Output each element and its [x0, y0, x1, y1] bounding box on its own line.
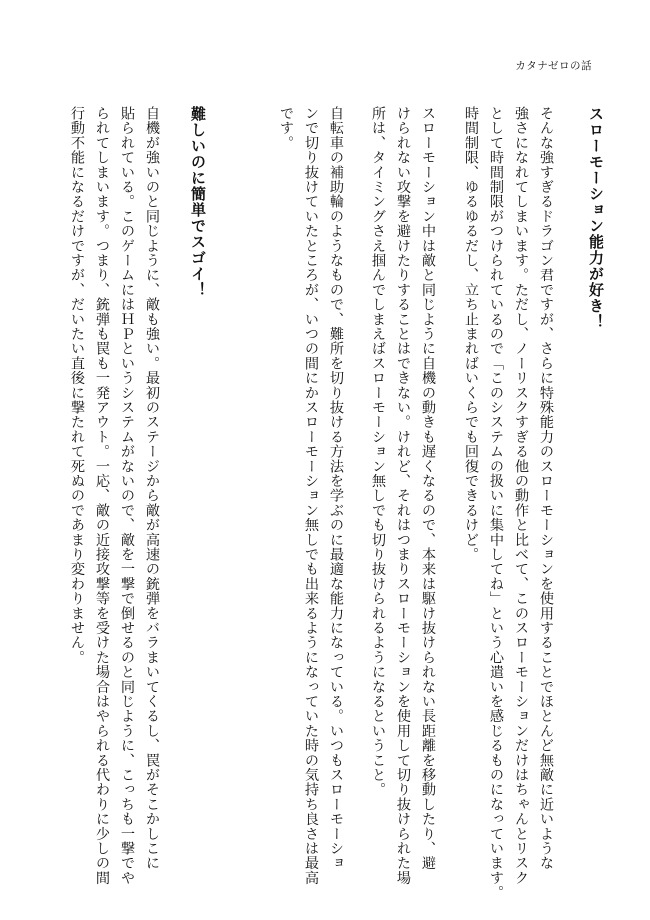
text-line: 時間制限、ゆるゆるだし、立ち止まればいくらでも回復できるけど。	[463, 106, 479, 562]
text-line: けられない攻撃を避けたりすることはできない。けれど、それはつまりスローモーションを使用して切り抜けられた場	[395, 106, 411, 886]
text-line: 貼られている。このゲームにはＨＰというシステムがないので、敵を一撃で倒せるのと同じように、こっちも一撃でや	[119, 106, 135, 886]
text-line: 強さになれてしまいます。ただし、ノーリスクすぎる他の動作と比べて、このスローモーションだけはちゃんとリスク	[513, 106, 529, 886]
section-heading-difficulty: 難しいのに簡単でスゴイ！	[189, 106, 207, 298]
text-line: として時間制限がつけられているので「このシステムの扱いに集中してね」という心遣いを感じるものになっています。	[488, 106, 504, 900]
text-line: そんな強すぎるドラゴン君ですが、さらに特殊能力のスローモーションを使用することでほとんど無敵に近いような	[538, 106, 554, 871]
text-line: 自転車の補助輪のようなもので、難所を切り抜ける方法を学ぶのに最適な能力になっている。いつもスローモーショ	[328, 106, 344, 871]
running-title: カタナゼロの話	[515, 60, 592, 72]
text-line: られてしまいます。つまり、銃弾も罠も一発アウト。一応、敵の近接攻撃等を受けた場合はやられる代わりに少しの間	[94, 106, 110, 886]
text-line: です。	[278, 106, 294, 151]
text-line: 所は、タイミングさえ掴んでしまえばスローモーション無しでも切り抜けられるようになるということ。	[370, 106, 386, 797]
paragraph	[273, 106, 348, 885]
paragraph	[64, 106, 164, 885]
paragraph	[458, 106, 558, 900]
text-line: 自機が強いのと同じように、敵も強い。最初のステージから敵が高速の銃弾をバラまいてくるし、罠がそこかしこに	[144, 106, 160, 871]
paragraph	[365, 106, 440, 885]
text-line: ンで切り抜けていたところが、いつの間にかスローモーション無しでも出来るようになっていた時の気持ち良さは最高	[303, 106, 319, 886]
text-line: 行動不能になるだけですが、だいたい直後に撃たれて死ぬのであまり変わりません。	[69, 106, 85, 665]
text-line: スローモーション中は敵と同じように自機の動きも遅くなるので、本来は駆け抜けられない長距離を移動したり、避	[420, 106, 436, 871]
section-heading-slow-motion: スローモーション能力が好き！	[587, 106, 605, 330]
